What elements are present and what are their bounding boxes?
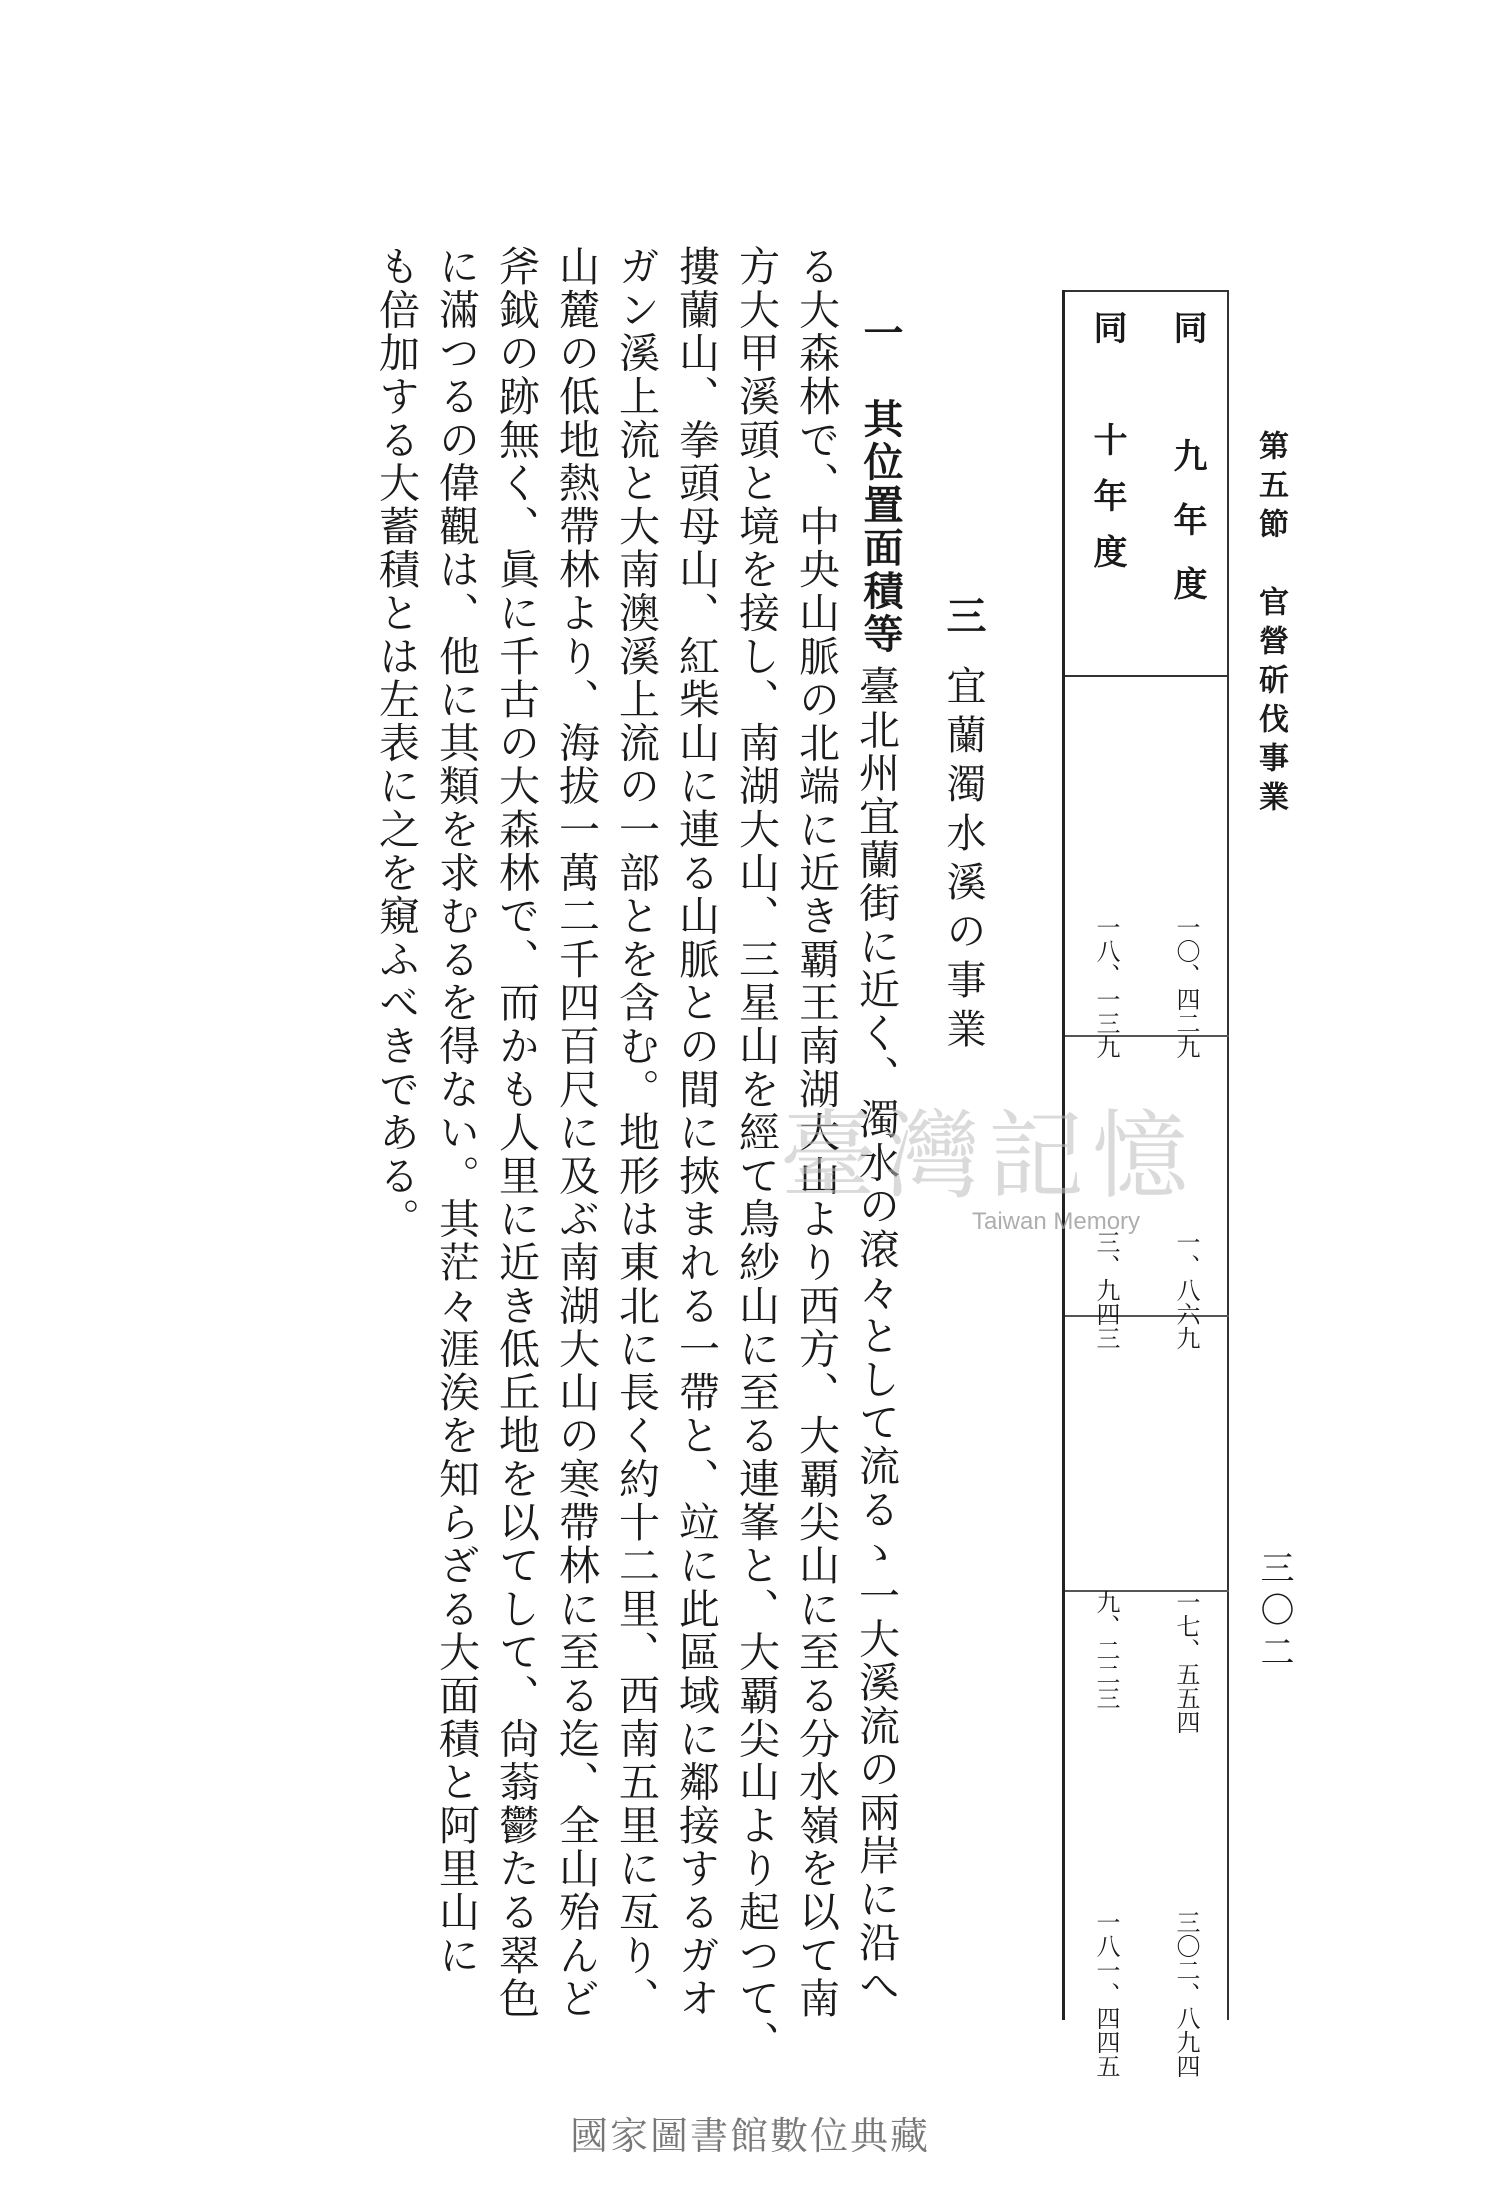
section-title: 宜蘭濁水溪の事業 bbox=[940, 665, 986, 1057]
body-text-column: ガン溪上流と大南澳溪上流の一部とを含む。地形は東北に長く約十二里、西南五里に亙り、 bbox=[612, 245, 660, 2021]
row-label: 同 十年度 bbox=[1087, 310, 1127, 590]
section-number: 三 bbox=[940, 595, 987, 665]
subsection-heading bbox=[852, 312, 909, 656]
body-text-column: 摟蘭山、拳頭母山、紅柴山に連る山脈との間に挾まれる一帶と、竝に此區域に鄰接するガオ bbox=[672, 245, 720, 2021]
table-cell: 九、二二三 bbox=[1092, 1590, 1120, 1710]
watermark-text: 臺灣記憶 bbox=[780, 1100, 1196, 1212]
table-cell: 一〇、四二九 bbox=[1172, 915, 1200, 1059]
body-text-column: 山麓の低地熱帶林より、海拔一萬二千四百尺に及ぶ南湖大山の寒帶林に至る迄、全山殆んど bbox=[552, 245, 600, 2021]
table-cell: 一七、五五四 bbox=[1172, 1590, 1200, 1734]
page-number: 三〇二 bbox=[1254, 1550, 1294, 1676]
header-title: 第五節 官營斫伐事業 bbox=[1253, 430, 1288, 820]
table-cell: 一八、一三九 bbox=[1092, 915, 1120, 1059]
body-text-column: も倍加する大蓄積とは左表に之を窺ふべきである。 bbox=[372, 245, 420, 1241]
table-right-rule bbox=[1227, 290, 1229, 2020]
subsection-title: 其位置面積等 bbox=[857, 398, 904, 656]
section-heading bbox=[935, 595, 992, 1057]
footer-credit: 國家圖書館數位典藏 bbox=[569, 2114, 930, 2158]
watermark-subtitle: Taiwan Memory bbox=[972, 1208, 1141, 1235]
body-text-column: 斧鉞の跡無く、眞に千古の大森林で、而かも人里に近き低丘地を以てして、尙蓊鬱たる翠色 bbox=[492, 245, 540, 2021]
row-label: 同 九年度 bbox=[1167, 310, 1207, 630]
body-text-column: る大森林で、中央山脈の北端に近き覇王南湖大山より西方、大覇尖山に至る分水嶺を以て南 bbox=[792, 245, 840, 2021]
body-text-column: に滿つるの偉觀は、他に其類を求むるを得ない。其茫々涯涘を知らざる大面積と阿里山に bbox=[432, 245, 480, 1977]
table-cell: 一、八六九 bbox=[1172, 1230, 1200, 1350]
table-cell: 一八一、四四五 bbox=[1092, 1910, 1120, 2078]
table-cell: 三、九四三 bbox=[1092, 1230, 1120, 1350]
table-cell: 三〇二、八九四 bbox=[1172, 1910, 1200, 2078]
body-text-column: 臺北州宜蘭街に近く、濁水の滾々として流るゝ一大溪流の兩岸に沿へ bbox=[852, 665, 900, 2008]
subsection-number: 一 bbox=[857, 312, 904, 355]
body-text-column: 方大甲溪頭と境を接し、南湖大山、三星山を經て鳥紗山に至る連峯と、大覇尖山より起つて、 bbox=[732, 245, 780, 2064]
